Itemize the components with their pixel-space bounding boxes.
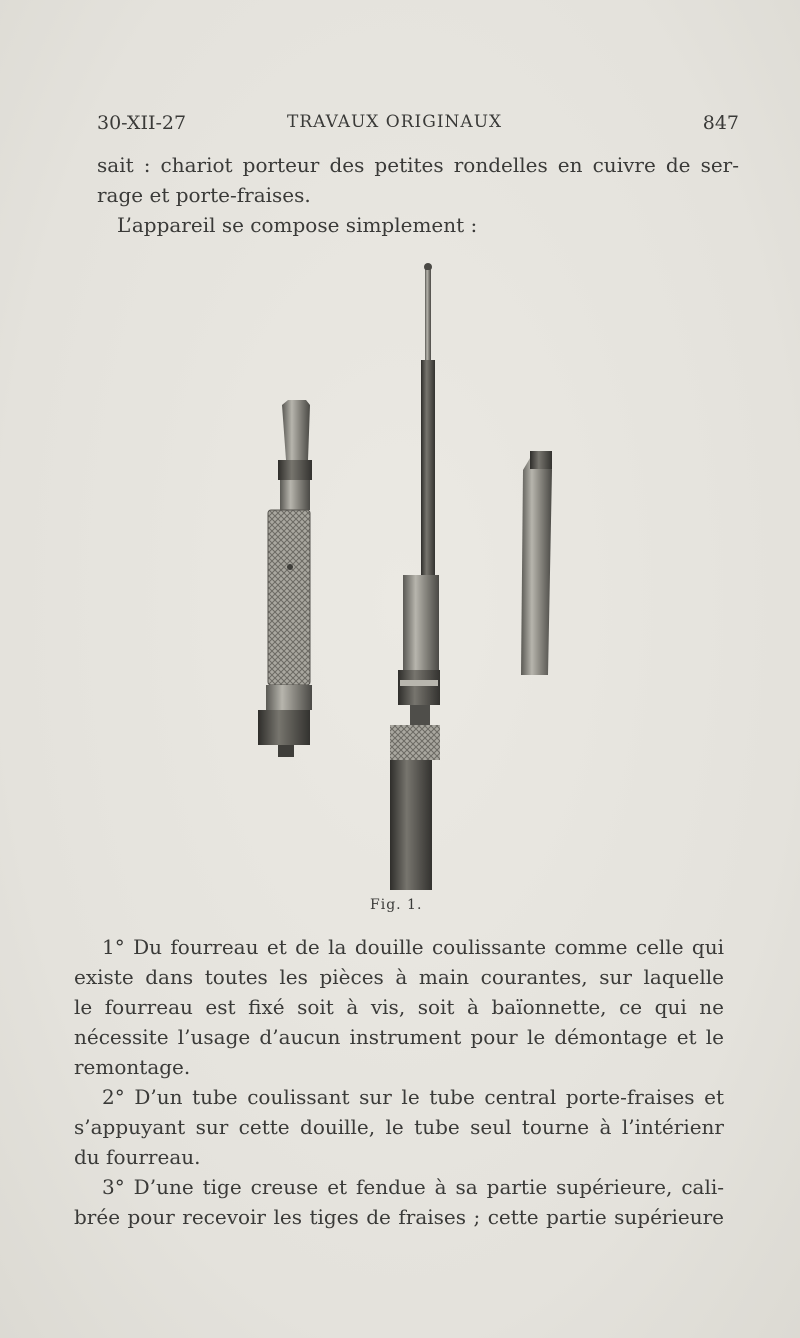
paragraph-1-line-5: remontage. [74, 1055, 191, 1079]
header-page-number: 847 [702, 112, 739, 134]
handle-piece [258, 400, 312, 757]
header-section-title: TRAVAUX ORIGINAUX [287, 112, 503, 132]
paragraph-1-line-3: le fourreau est fixé soit à vis, soit à baïonnette, ce qui ne [74, 995, 724, 1019]
paragraph-3 [74, 1172, 724, 1232]
figure-caption: Fig. 1. [370, 897, 423, 913]
header-date: 30-XII-27 [97, 112, 187, 134]
paragraph-3-line-1: 3° D’une tige creuse et fendue à sa partie supérieure, cali- [102, 1175, 724, 1199]
paragraph-2-line-1: 2° D’un tube coulissant sur le tube central porte-fraises et [102, 1085, 724, 1109]
intro-text [97, 150, 739, 240]
intro-line-2: rage et porte-fraises. [97, 183, 311, 207]
intro-line-1: sait : chariot porteur des petites rondelles en cuivre de ser- [97, 153, 739, 177]
paragraph-2-line-2: s’appuyant sur cette douille, le tube seul tourne à l’intérienr [74, 1115, 724, 1139]
paragraph-1 [74, 932, 724, 1082]
sleeve-tube-piece [521, 451, 552, 675]
paragraph-1-line-1: 1° Du fourreau et de la douille coulissante comme celle qui [102, 935, 724, 959]
intro-line-3: L’appareil se compose simplement : [117, 213, 478, 237]
figure-handpiece-illustration [230, 255, 570, 895]
paragraph-1-line-2: existe dans toutes les pièces à main courantes, sur laquelle [74, 965, 724, 989]
paragraph-3-line-2: brée pour recevoir les tiges de fraises ; cette partie supérieure [74, 1205, 724, 1229]
running-header [97, 112, 739, 142]
paragraph-1-line-4: nécessite l’usage d’aucun instrument pour le démontage et le [74, 1025, 724, 1049]
central-shaft-piece [390, 263, 440, 890]
paragraph-2 [74, 1082, 724, 1172]
paragraph-2-line-3: du fourreau. [74, 1145, 201, 1169]
